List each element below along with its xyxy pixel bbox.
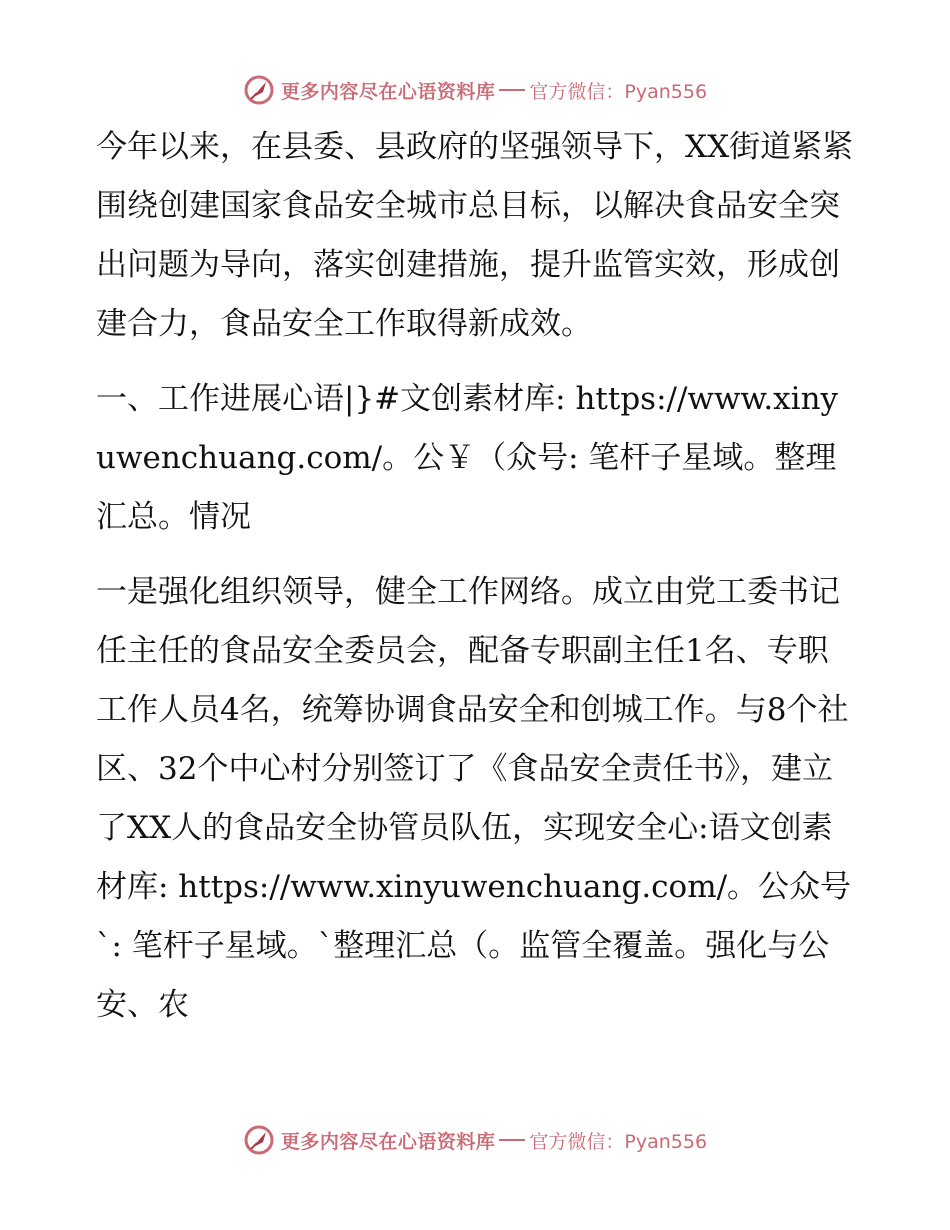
paragraph-section-heading: 一、工作进展心语|}#文创素材库: https://www.xinyuwenchuang.com/。公￥（众号: 笔杆子星域。整理汇总。情况 (96, 381, 839, 535)
paragraph-organization: 一是强化组织领导，健全工作网络。成立由党工委书记任主任的食品安全委员会，配备专职副主任1名、专职工作人员4名，统筹协调食品安全和创城工作。与8个社区、32个中心村分别签订了《食品安全责任书》，建立了XX人的食品安全协管员队伍，实现安全心:语文创素材库: https://www.xinyuwenchuang.com/。公众号`: 笔杆子星域。`整理汇总（。监管全覆盖。强化与公安、农 (96, 574, 852, 1023)
feather-quill-logo-icon (243, 74, 275, 106)
banner-dash-divider (499, 89, 525, 91)
paragraph-intro: 今年以来，在县委、县政府的坚强领导下，XX街道紧紧围绕创建国家食品安全城市总目标，以解决食品安全突出问题为导向，落实创建措施，提升监管实效，形成创建合力，食品安全工作取得新成效。 (96, 129, 854, 342)
banner-wechat-text: 官方微信：Pyan556 (529, 1130, 708, 1153)
header-banner (0, 70, 950, 110)
banner-main-text: 更多内容尽在心语资料库 (280, 80, 496, 103)
banner-dash-divider (499, 1139, 525, 1141)
banner-main-text: 更多内容尽在心语资料库 (280, 1130, 496, 1153)
feather-quill-logo-icon (243, 1124, 275, 1156)
document-body (96, 118, 856, 1035)
banner-wechat-text: 官方微信：Pyan556 (529, 80, 708, 103)
footer-banner (0, 1120, 950, 1160)
